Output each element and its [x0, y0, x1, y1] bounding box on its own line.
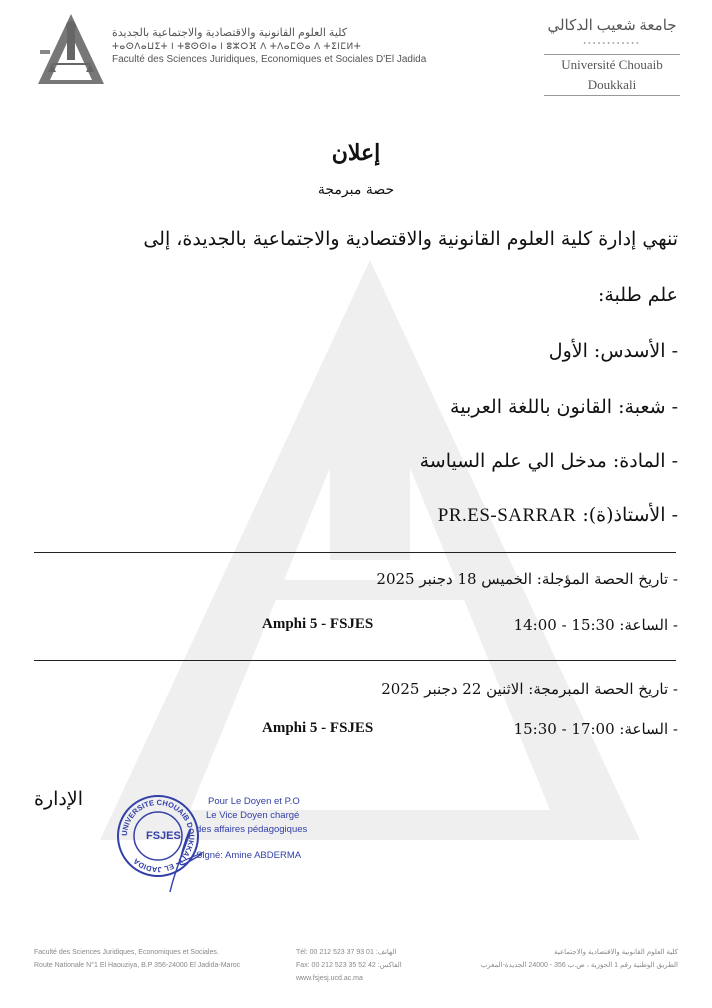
postponed-room: Amphi 5 - FSJES: [262, 616, 374, 632]
footer-ar-line-2: الطريق الوطنية رقم 1 الحوزية ، ص.ب 356 - 24000 الجديدة-المغرب: [480, 962, 678, 969]
stamp-line-2: Le Vice Doyen chargé: [206, 810, 300, 821]
postponed-time-line: [514, 616, 678, 634]
decorative-dots: ••••••••••••: [583, 39, 641, 48]
university-name-arabic: جامعة شعيب الدكالي: [547, 18, 677, 34]
scheduled-time: 15:30 - 17:00: [513, 720, 615, 738]
faculty-name-french: Faculté des Sciences Juridiques, Economiques et Sociales D'El Jadida: [112, 54, 427, 65]
intro-line-1: تنهي إدارة كلية العلوم القانونية والاقتصادية والاجتماعية بالجديدة، إلى: [143, 228, 678, 250]
postponed-date: - تاريخ الحصة المؤجلة: الخميس 18 دجنبر 2025: [376, 570, 678, 588]
stamp-line-1: Pour Le Doyen et P.O: [208, 796, 300, 807]
scheduled-room: Amphi 5 - FSJES: [262, 720, 374, 736]
professor-line: [438, 504, 678, 527]
faculty-header: [36, 12, 427, 88]
faculty-name-tifinagh: ⵜⴰⵙⴷⴰⵡⵉⵜ ⵏ ⵜⵓⵙⵙⵏⴰ ⵏ ⵓⵣⵔⴼ ⴷ ⵜⴷⴰⵎⵙⴰ ⴷ ⵜⵉⵏⵎⵍⵜ: [112, 41, 362, 51]
scheduled-date: - تاريخ الحصة المبرمجة: الاثنين 22 دجنبر 2025: [381, 680, 678, 698]
postponed-time-label: - الساعة:: [619, 616, 678, 634]
footer-website: www.fsjesj.ucd.ac.ma: [296, 975, 363, 982]
footer-fax: Fax: 00 212 523 35 52 42 :الفاكس: [296, 962, 402, 969]
footer-ar-line-1: كلية العلوم القانونية والاقتصادية والاجتماعية: [554, 949, 678, 956]
divider-1: [34, 552, 676, 553]
official-stamp: [116, 776, 316, 896]
intro-line-2: علم طلبة:: [597, 284, 678, 306]
administration-label: الإدارة: [34, 788, 83, 810]
footer-fr-line-2: Route Nationale N°1 El Haouziya, B.P 356-24000 El Jadida-Maroc: [34, 962, 241, 969]
stamp-line-3: des affaires pédagogiques: [196, 824, 308, 835]
track-line: - شعبة: القانون باللغة العربية: [450, 396, 678, 418]
professor-name: PR.ES-SARRAR: [437, 505, 577, 526]
scheduled-time-line: [514, 720, 678, 738]
announcement-title: إعلان: [331, 140, 381, 166]
university-name-french: Université Chouaib Doukkali: [544, 54, 680, 96]
stamp-line-4: Signé: Amine ABDERMA: [196, 850, 302, 861]
footer-phone: Tél: 00 212 523 37 93 01 :الهاتف: [296, 949, 397, 956]
professor-label: - الأستاذ(ة):: [582, 504, 678, 526]
semester-line: - الأسدس: الأول: [548, 340, 678, 362]
announcement-subtitle: حصة مبرمجة: [317, 182, 395, 198]
stamp-center-text: FSJES: [146, 830, 181, 842]
postponed-time: 14:00 - 15:30: [513, 616, 615, 634]
scheduled-time-label: - الساعة:: [619, 720, 678, 738]
divider-2: [34, 660, 676, 661]
faculty-logo-icon: [36, 12, 106, 86]
faculty-name-arabic: كلية العلوم القانونية والاقتصادية والاجتماعية بالجديدة: [112, 27, 348, 39]
page-footer: [0, 944, 712, 1004]
footer-fr-line-1: Faculté des Sciences Juridiques, Economiques et Sociales.: [34, 949, 219, 956]
university-header: [544, 14, 680, 92]
stamp-ring-text: UNIVERSITE CHOUAIB DOUKKALI · EL JADIDA: [119, 797, 197, 875]
subject-line: - المادة: مدخل الي علم السياسة: [419, 450, 678, 472]
